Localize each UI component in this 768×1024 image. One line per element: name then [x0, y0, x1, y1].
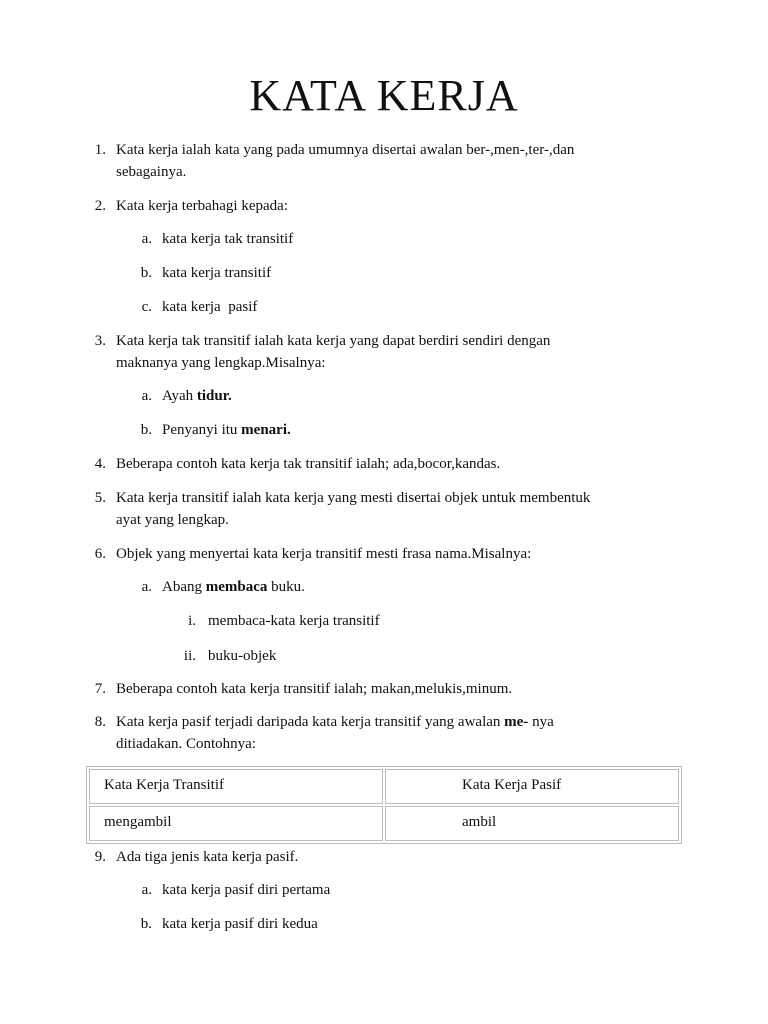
list-text-line: kata kerja transitif	[162, 265, 272, 281]
sentence-text: Penyanyi itu	[162, 422, 242, 438]
list-text-line: Beberapa contoh kata kerja tak transitif ialah; ada,bocor,kandas.	[116, 456, 501, 472]
list-item-9	[76, 846, 696, 868]
sentence-text: buku.	[267, 579, 305, 595]
sublist-item-3a	[126, 385, 526, 407]
list-text-line: kata kerja pasif	[162, 299, 258, 315]
prefix-highlight: me-	[504, 714, 529, 730]
example-sentence	[162, 419, 291, 441]
list-letter: a.	[141, 388, 152, 404]
list-item-6	[76, 543, 696, 565]
list-text-line: Kata kerja terbahagi kepada:	[116, 198, 288, 214]
list-text-line: Kata kerja tak transitif ialah kata kerja yang dapat berdiri sendiri dengan	[116, 333, 551, 349]
list-text-line: buku-objek	[208, 648, 277, 664]
list-text-line: kata kerja tak transitif	[162, 231, 294, 247]
list-item-3	[76, 330, 696, 374]
list-letter: a.	[141, 231, 152, 247]
example-sentence	[162, 385, 232, 407]
verb-comparison-table	[86, 766, 682, 844]
list-letter: a.	[141, 882, 152, 898]
list-number: 5.	[94, 490, 106, 506]
list-item-2	[76, 195, 696, 217]
list-roman: i.	[188, 613, 196, 629]
sentence-text: Kata kerja pasif terjadi daripada kata kerja transitif yang awalan	[116, 714, 505, 730]
list-text-line: sebagainya.	[116, 164, 187, 180]
sublist-item-6a-i	[170, 610, 570, 632]
verb-highlight: tidur.	[196, 388, 232, 404]
list-letter: b.	[140, 265, 152, 281]
sublist-item-2b	[126, 262, 526, 284]
list-number: 3.	[94, 333, 106, 349]
list-number: 2.	[94, 198, 106, 214]
list-letter: b.	[140, 422, 152, 438]
list-item-4	[76, 453, 696, 475]
list-roman: ii.	[183, 648, 196, 664]
list-item-1	[76, 139, 696, 183]
table-cell: mengambil	[89, 806, 383, 841]
list-text-line: kata kerja pasif diri kedua	[162, 916, 318, 932]
list-text-line: ditiadakan. Contohnya:	[116, 736, 256, 752]
verb-highlight: membaca	[205, 579, 268, 595]
list-text-line: Kata kerja ialah kata yang pada umumnya disertai awalan ber-,men-,ter-,dan	[116, 142, 575, 158]
list-item-8	[76, 711, 696, 755]
table-header-cell: Kata Kerja Pasif	[385, 769, 679, 804]
list-text-line	[116, 711, 554, 733]
list-item-7	[76, 678, 696, 700]
page-title: KATA KERJA	[249, 71, 519, 120]
list-letter: b.	[140, 916, 152, 932]
sentence-text: Abang	[162, 579, 206, 595]
table-header-cell: Kata Kerja Transitif	[89, 769, 383, 804]
sentence-text: nya	[528, 714, 554, 730]
sublist-item-9b	[126, 913, 526, 935]
table-cell: ambil	[385, 806, 679, 841]
list-number: 6.	[94, 546, 106, 562]
list-text-line: Ada tiga jenis kata kerja pasif.	[116, 849, 299, 865]
example-sentence	[162, 576, 305, 598]
list-text-line: maknanya yang lengkap.Misalnya:	[116, 355, 326, 371]
list-text-line: Objek yang menyertai kata kerja transitif mesti frasa nama.Misalnya:	[116, 546, 532, 562]
list-letter: c.	[141, 299, 152, 315]
list-number: 4.	[94, 456, 106, 472]
sublist-item-6a	[126, 576, 526, 598]
sentence-text: Ayah	[162, 388, 197, 404]
list-text-line: Kata kerja transitif ialah kata kerja yang mesti disertai objek untuk membentuk	[116, 490, 591, 506]
verb-highlight: menari.	[241, 422, 291, 438]
list-text-line: kata kerja pasif diri pertama	[162, 882, 331, 898]
list-text-line: Beberapa contoh kata kerja transitif ialah; makan,melukis,minum.	[116, 681, 513, 697]
list-text-line: membaca-kata kerja transitif	[208, 613, 380, 629]
list-letter: a.	[141, 579, 152, 595]
sublist-item-9a	[126, 879, 526, 901]
list-text-line: ayat yang lengkap.	[116, 512, 229, 528]
list-item-5	[76, 487, 696, 531]
list-number: 1.	[94, 142, 106, 158]
sublist-item-6a-ii	[170, 645, 570, 667]
sublist-item-2c	[126, 296, 526, 318]
list-number: 9.	[94, 849, 106, 865]
list-number: 8.	[94, 714, 106, 730]
list-number: 7.	[94, 681, 106, 697]
sublist-item-2a	[126, 228, 526, 250]
sublist-item-3b	[126, 419, 526, 441]
